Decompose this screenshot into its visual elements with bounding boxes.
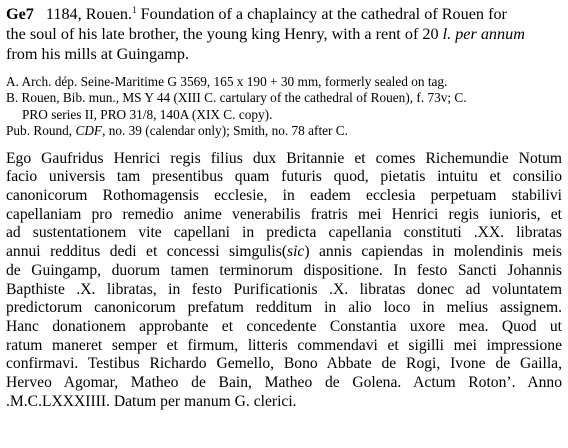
source-a: A. Arch. dép. Seine-Maritime G 3569, 165 x 190 + 30 mm, formerly sealed on tag. xyxy=(6,74,448,89)
text-line: capellaniam pro remedio anime venerabilis fratris mei Henrici regis iunioris, et xyxy=(6,205,562,223)
text-line: ad sustentationem vite capellani in predicta capellania constituti .XX. libratas xyxy=(6,224,562,242)
text-line: de Guingamp, duorum tamen terminorum dispositione. In festo Sancti Johannis xyxy=(6,261,562,279)
text-line: canonicorum Rothomagensis ecclesie, in eadem ecclesia perpetuam stabilivi xyxy=(6,187,562,205)
text-line: .M.C.LXXXIIII. Datum per manum G. clerici. xyxy=(6,392,297,410)
publication-line: Pub. Round, CDF, no. 39 (calendar only); Smith, no. 78 after C. xyxy=(6,123,349,139)
text-line: Herveo Agomar, Matheo de Bain, Matheo de Golena. Actum Roton’. Anno xyxy=(6,374,562,392)
text-line: Bapthiste .X. libratas, in festo Purificationis .X. libratas donec ad voluntatem xyxy=(6,280,562,298)
footnote-marker: 1 xyxy=(132,5,137,15)
text-line: Hanc donationem approbante et concedente Constantia uxore mea. Quod ut xyxy=(6,317,562,335)
text-line: confirmavi. Testibus Richardo Gemello, Bono Abbate de Rogi, Ivone de Gailla, xyxy=(6,355,562,373)
heading-text: Foundation of a chaplaincy at the cathedral of Rouen for xyxy=(136,5,507,23)
heading-line-1 xyxy=(6,4,562,24)
rent-amount-italic: l. per annum xyxy=(442,25,525,43)
publication-title-italic: CDF xyxy=(75,123,103,139)
heading-line-2: the soul of his late brother, the young king Henry, with a rent of 20 l. per annum xyxy=(6,25,525,43)
text-line: annui redditus dedi et concessi simgulis(sic) annis capiendas in molendinis meis xyxy=(6,243,562,261)
heading-line-3: from his mills at Guingamp. xyxy=(6,45,189,63)
source-b: B. Rouen, Bib. mun., MS Y 44 (XIII C. cartulary of the cathedral of Rouen), f. 73v; C. xyxy=(6,90,467,106)
text-line: Ego Gaufridus Henrici regis filius dux Britannie et comes Richemundie Notum xyxy=(6,149,562,167)
source-apparatus xyxy=(6,74,562,140)
text-line: ratum maneret semper et firmum, litteris commendavi et sigilli mei impressione xyxy=(6,336,562,354)
text-line: facio universis tam presentibus quam futuris quod, pietatis intuitu et consilio xyxy=(6,168,562,186)
text-line: predictorum canonicorum prefatum redditum in alio loco in melius assignem. xyxy=(6,299,562,317)
charter-date-place: 1184, Rouen. xyxy=(45,5,133,23)
source-b-continued: PRO series II, PRO 31/8, 140A (XIX C. copy). xyxy=(22,106,273,122)
sic-annotation: sic xyxy=(287,243,305,261)
charter-text xyxy=(6,150,562,412)
charter-reference: Ge7 xyxy=(6,5,34,23)
charter-heading xyxy=(6,4,562,64)
